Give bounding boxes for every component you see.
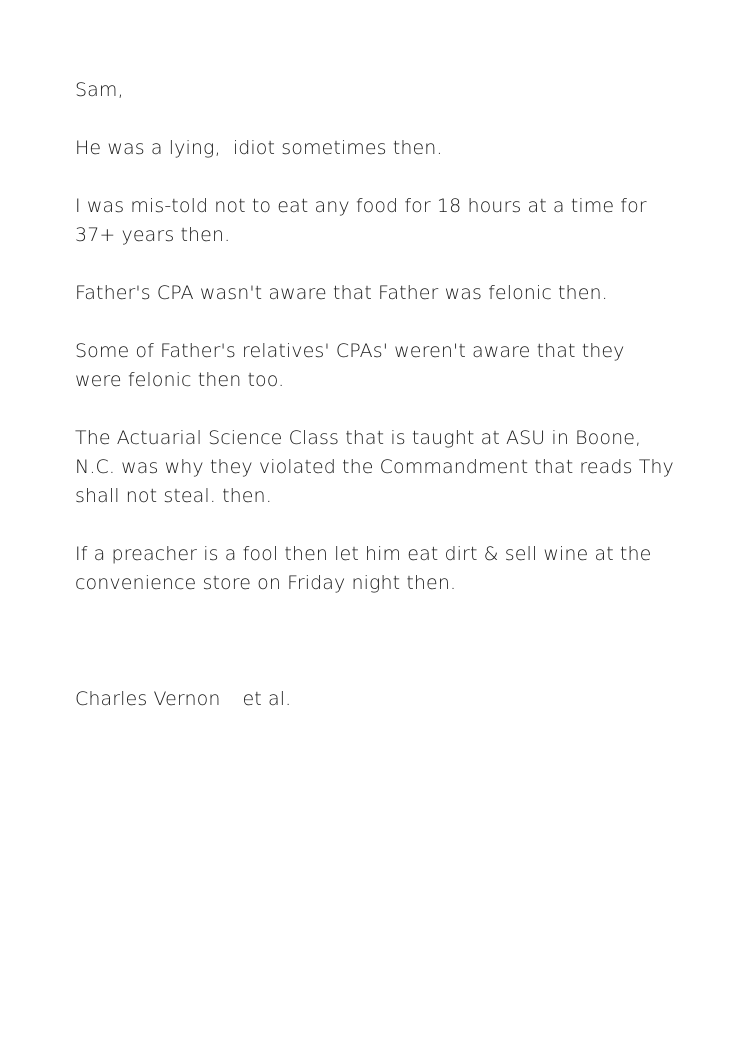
salutation: Sam, [75, 79, 124, 101]
paragraph: Father's CPA wasn't aware that Father was felonic then. [75, 282, 608, 304]
signature-suffix: et al. [242, 688, 292, 710]
signature-name: Charles Vernon [75, 688, 221, 710]
paragraph: If a preacher is a fool then let him eat dirt & sell wine at the convenience store on Friday night then. [75, 543, 658, 594]
paragraph: The Actuarial Science Class that is taught at ASU in Boone, N.C. was why they violated the Commandment that reads Thy shall not steal. then. [75, 427, 681, 507]
paragraph: He was a lying, idiot sometimes then. [75, 137, 443, 159]
signature-line [75, 685, 675, 714]
paragraph: I was mis-told not to eat any food for 18 hours at a time for 37+ years then. [75, 195, 653, 246]
signature-spacer [75, 627, 675, 685]
paragraph: Some of Father's relatives' CPAs' weren't aware that they were felonic then too. [75, 340, 631, 391]
letter-body [75, 76, 681, 714]
